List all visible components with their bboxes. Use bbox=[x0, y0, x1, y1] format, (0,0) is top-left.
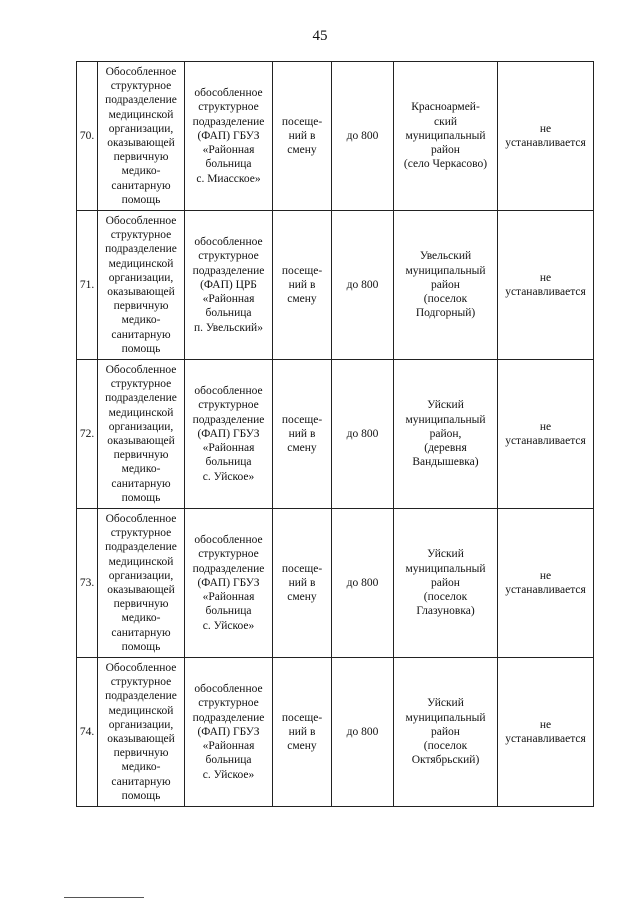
capacity-cell: до 800 bbox=[332, 62, 394, 211]
facility-type-cell: Обособленное структурное подразделение медицинской организации, оказывающей первичную медико- санитарную помощь bbox=[98, 509, 185, 658]
location-cell: Красноармей- ский муниципальный район (село Черкасово) bbox=[394, 62, 498, 211]
facility-type-cell: Обособленное структурное подразделение медицинской организации, оказывающей первичную медико- санитарную помощь bbox=[98, 658, 185, 807]
status-cell: не устанавливается bbox=[498, 211, 594, 360]
facility-type-cell: Обособленное структурное подразделение медицинской организации, оказывающей первичную медико- санитарную помощь bbox=[98, 360, 185, 509]
facility-name-cell: обособленное структурное подразделение (ФАП) ГБУЗ «Районная больница с. Миасское» bbox=[185, 62, 273, 211]
location-cell: Уйский муниципальный район, (деревня Вандышевка) bbox=[394, 360, 498, 509]
status-cell: не устанавливается bbox=[498, 509, 594, 658]
row-number: 72. bbox=[77, 360, 98, 509]
capacity-cell: до 800 bbox=[332, 658, 394, 807]
row-number: 70. bbox=[77, 62, 98, 211]
capacity-cell: до 800 bbox=[332, 211, 394, 360]
table-row bbox=[77, 62, 594, 211]
facilities-table bbox=[76, 61, 594, 807]
row-number: 74. bbox=[77, 658, 98, 807]
location-cell: Увельский муниципальный район (поселок Подгорный) bbox=[394, 211, 498, 360]
page-number: 45 bbox=[312, 28, 328, 44]
row-number: 73. bbox=[77, 509, 98, 658]
table-row bbox=[77, 658, 594, 807]
facility-type-cell: Обособленное структурное подразделение медицинской организации, оказывающей первичную медико- санитарную помощь bbox=[98, 62, 185, 211]
status-cell: не устанавливается bbox=[498, 658, 594, 807]
footnote-divider bbox=[64, 897, 144, 898]
facility-type-cell: Обособленное структурное подразделение медицинской организации, оказывающей первичную медико- санитарную помощь bbox=[98, 211, 185, 360]
unit-cell: посеще- ний в смену bbox=[273, 62, 332, 211]
table-row bbox=[77, 509, 594, 658]
capacity-cell: до 800 bbox=[332, 360, 394, 509]
location-cell: Уйский муниципальный район (поселок Октябрьский) bbox=[394, 658, 498, 807]
table-row bbox=[77, 360, 594, 509]
unit-cell: посеще- ний в смену bbox=[273, 360, 332, 509]
table-row bbox=[77, 211, 594, 360]
status-cell: не устанавливается bbox=[498, 360, 594, 509]
capacity-cell: до 800 bbox=[332, 509, 394, 658]
facility-name-cell: обособленное структурное подразделение (ФАП) ГБУЗ «Районная больница с. Уйское» bbox=[185, 509, 273, 658]
row-number: 71. bbox=[77, 211, 98, 360]
location-cell: Уйский муниципальный район (поселок Глазуновка) bbox=[394, 509, 498, 658]
unit-cell: посеще- ний в смену bbox=[273, 509, 332, 658]
facility-name-cell: обособленное структурное подразделение (ФАП) ГБУЗ «Районная больница с. Уйское» bbox=[185, 658, 273, 807]
unit-cell: посеще- ний в смену bbox=[273, 211, 332, 360]
facility-name-cell: обособленное структурное подразделение (ФАП) ЦРБ «Районная больница п. Увельский» bbox=[185, 211, 273, 360]
facility-name-cell: обособленное структурное подразделение (ФАП) ГБУЗ «Районная больница с. Уйское» bbox=[185, 360, 273, 509]
unit-cell: посеще- ний в смену bbox=[273, 658, 332, 807]
status-cell: не устанавливается bbox=[498, 62, 594, 211]
